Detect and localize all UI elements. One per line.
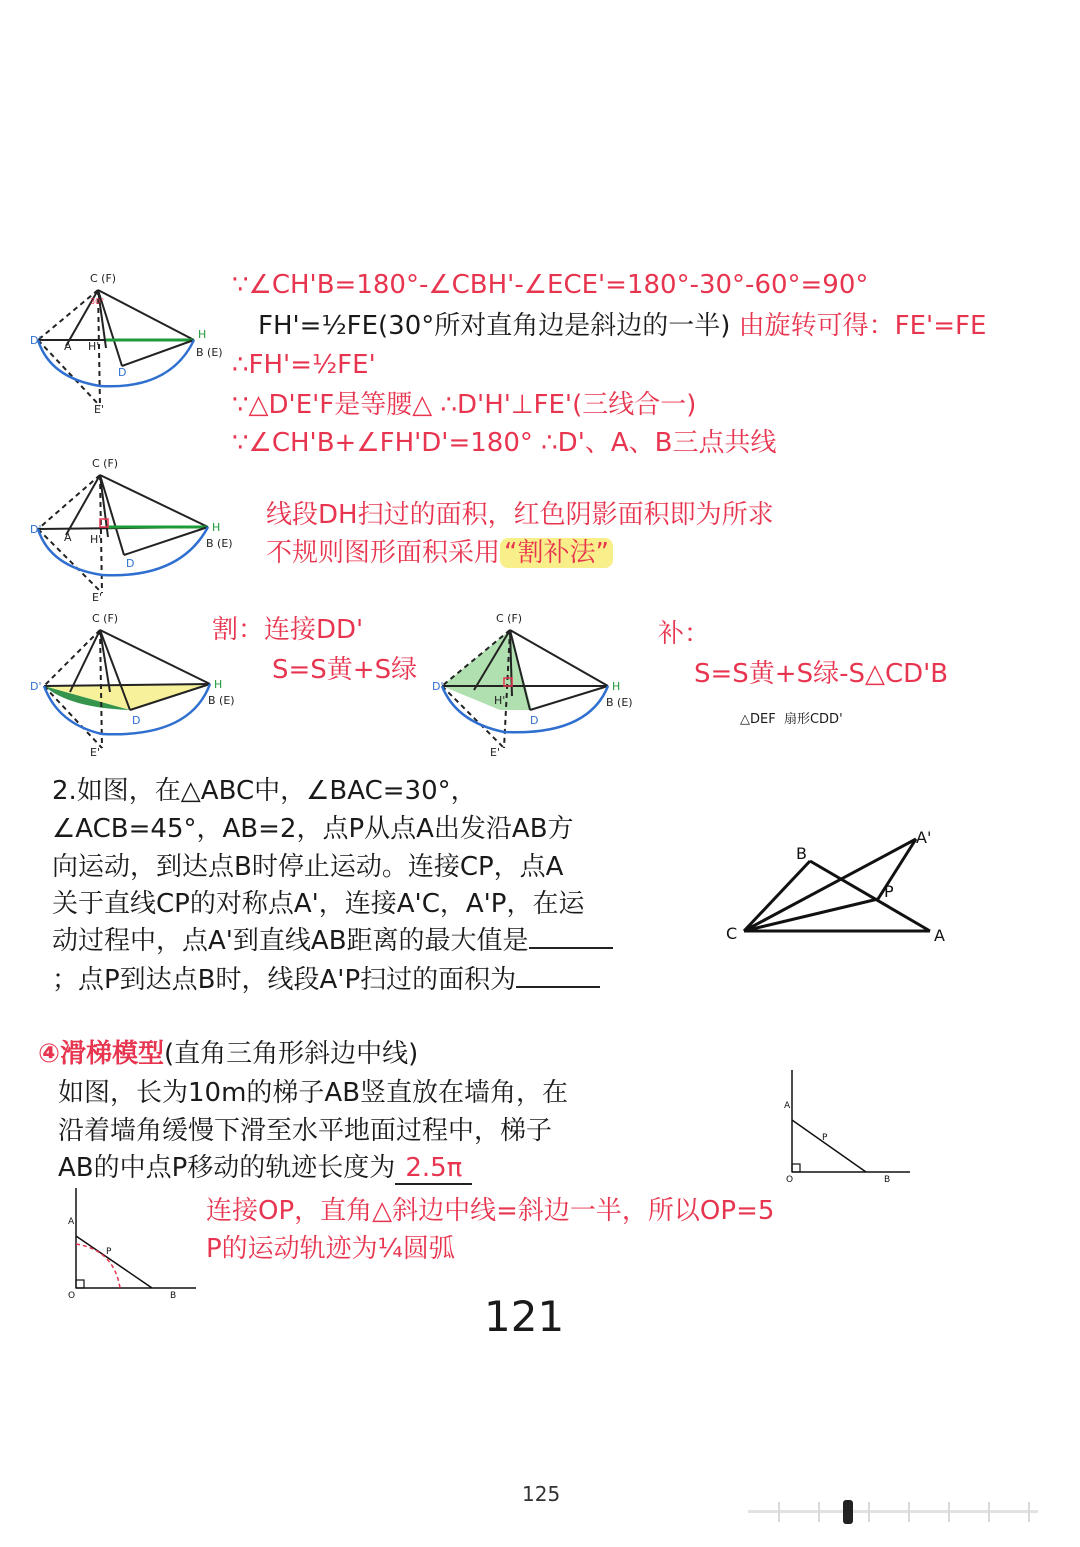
- problem2-line-1: 2.如图，在△ABC中，∠BAC=30°，: [52, 776, 477, 806]
- label-h: H: [198, 328, 207, 341]
- progress-tick: [948, 1502, 950, 1522]
- problem2-line-6-text: ；点P到达点B时，线段A'P扫过的面积为: [52, 965, 517, 995]
- label-h-prime-2: H': [90, 533, 102, 546]
- label-d-prime-2: D': [30, 523, 42, 536]
- ladder-line-2: 沿着墙角缓慢下滑至水平地面过程中，梯子: [58, 1116, 553, 1146]
- proof-line-4: ∵△D'E'F是等腰△ ∴D'H'⊥FE'(三线合一): [232, 390, 697, 420]
- label-h-prime: H': [88, 340, 100, 353]
- label-e-prime: E': [94, 403, 104, 416]
- label-e-prime-2: E': [92, 591, 102, 604]
- ladder-line-3-text: AB的中点P移动的轨迹长度为: [58, 1153, 396, 1183]
- ladder-title: [38, 1036, 418, 1072]
- ladder-line-3: [58, 1150, 472, 1186]
- label-b-e-2: B (E): [206, 537, 233, 550]
- label-h-2: H: [212, 521, 221, 534]
- label-e-prime-3: E': [90, 746, 100, 759]
- figure-rotation-1: [30, 268, 260, 418]
- ladder-answer: 2.5π: [395, 1153, 472, 1185]
- label-a-ladder-top: A: [784, 1101, 791, 1111]
- ladder-solution-2: P的运动轨迹为¼圆弧: [206, 1234, 455, 1264]
- answer-blank-1: [529, 925, 613, 949]
- label-a: A: [64, 340, 72, 353]
- label-b-e: B (E): [196, 346, 223, 359]
- label-c-f-3: C (F): [92, 612, 119, 625]
- proof-line-3: ∴FH'=½FE': [232, 350, 376, 380]
- problem2-line-3: 向运动，到达点B时停止运动。连接CP，点A: [52, 852, 564, 882]
- progress-tick: [778, 1502, 780, 1522]
- label-a-2: A: [64, 531, 72, 544]
- fill-sub-2: 扇形CDD': [783, 712, 843, 727]
- label-b-e-3: B (E): [208, 694, 235, 707]
- proof-line-1: ∵∠CH'B=180°-∠CBH'-∠ECE'=180°-30°-60°=90°: [232, 270, 869, 300]
- label-b-tri: B: [796, 844, 807, 863]
- figure-ladder-top: [780, 1068, 920, 1188]
- label-c-f: C (F): [90, 272, 117, 285]
- figure-triangle-abc: [722, 825, 962, 945]
- label-e-prime-4: E': [490, 746, 500, 759]
- label-d-2: D: [126, 557, 135, 570]
- progress-tick: [1028, 1502, 1030, 1522]
- label-p-ladder-top: P: [822, 1133, 828, 1143]
- progress-tick: [908, 1502, 910, 1522]
- label-o-ladder-top: O: [786, 1175, 794, 1185]
- label-h-3: H: [214, 678, 223, 691]
- proof-line-2-note: 由旋转可得：FE'=FE: [738, 311, 987, 341]
- ladder-solution-1: 连接OP，直角△斜边中线=斜边一半，所以OP=5: [206, 1196, 775, 1226]
- fill-title: 补：: [658, 619, 711, 649]
- progress-tick: [868, 1502, 870, 1522]
- label-o-ladder-bottom: O: [68, 1291, 76, 1301]
- fill-sub-1: △DEF: [740, 712, 776, 727]
- progress-track: [748, 1510, 1038, 1513]
- cut-formula: S=S黄+S绿: [272, 655, 418, 685]
- proof-line-2-main: FH'=½FE(30°所对直角边是斜边的一半): [258, 311, 731, 341]
- handwritten-page-number: 121: [484, 1292, 565, 1341]
- label-angle-1: 30°: [90, 297, 105, 306]
- label-a-ladder-bottom: A: [68, 1217, 75, 1227]
- label-c-f-4: C (F): [496, 612, 523, 625]
- ladder-title-num: ④: [38, 1039, 61, 1069]
- label-a-prime-tri: A': [916, 828, 932, 847]
- area-note-prefix: 不规则图形面积采用: [266, 538, 501, 568]
- label-p-tri: P: [884, 882, 894, 901]
- label-c-f-2: C (F): [92, 457, 119, 470]
- area-note-line-1: 线段DH扫过的面积，红色阴影面积即为所求: [266, 500, 774, 530]
- page-number: 125: [522, 1482, 561, 1506]
- figure-ladder-bottom: [64, 1186, 204, 1306]
- proof-line-5: ∵∠CH'B+∠FH'D'=180° ∴D'、A、B三点共线: [232, 428, 777, 458]
- problem2-line-4: 关于直线CP的对称点A'，连接A'C，A'P，在运: [52, 889, 585, 919]
- problem2-line-5-text: 动过程中，点A'到直线AB距离的最大值是: [52, 926, 529, 956]
- fill-formula: S=S黄+S绿-S△CD'B: [694, 659, 949, 689]
- page-progress-bar[interactable]: [748, 1502, 1038, 1522]
- progress-knob[interactable]: [843, 1500, 853, 1524]
- fill-sub: [740, 708, 843, 727]
- label-b-e-4: B (E): [606, 696, 633, 709]
- figure-rotation-2: [30, 455, 260, 605]
- label-h-4: H: [612, 680, 621, 693]
- proof-line-2: [258, 308, 986, 344]
- ladder-line-1: 如图，长为10m的梯子AB竖直放在墙角，在: [58, 1078, 569, 1108]
- label-d-prime: D': [30, 334, 42, 347]
- label-d-3: D: [132, 714, 141, 727]
- label-d: D: [118, 366, 127, 379]
- area-note-highlight: “割补法”: [500, 538, 613, 568]
- label-a-tri: A: [934, 926, 945, 945]
- label-b-ladder-bottom: B: [170, 1291, 177, 1301]
- label-h-prime-4: H': [494, 694, 506, 707]
- progress-tick: [988, 1502, 990, 1522]
- problem2-line-6: [52, 962, 600, 998]
- problem2-line-5: [52, 923, 613, 959]
- ladder-title-note: (直角三角形斜边中线): [164, 1039, 419, 1069]
- area-note-line-2: [266, 535, 613, 571]
- cut-title: 割：连接DD': [212, 615, 364, 645]
- progress-tick: [818, 1502, 820, 1522]
- problem2-line-2: ∠ACB=45°，AB=2，点P从点A出发沿AB方: [52, 814, 574, 844]
- label-d-4: D: [530, 714, 539, 727]
- label-b-ladder-top: B: [884, 1175, 891, 1185]
- ladder-title-text: 滑梯模型: [60, 1039, 165, 1069]
- label-p-ladder-bottom: P: [106, 1247, 112, 1257]
- label-d-prime-4: D': [432, 680, 444, 693]
- answer-blank-2: [516, 964, 600, 988]
- figure-fill: [432, 612, 662, 762]
- label-c-tri: C: [726, 924, 738, 943]
- label-d-prime-3: D': [30, 680, 42, 693]
